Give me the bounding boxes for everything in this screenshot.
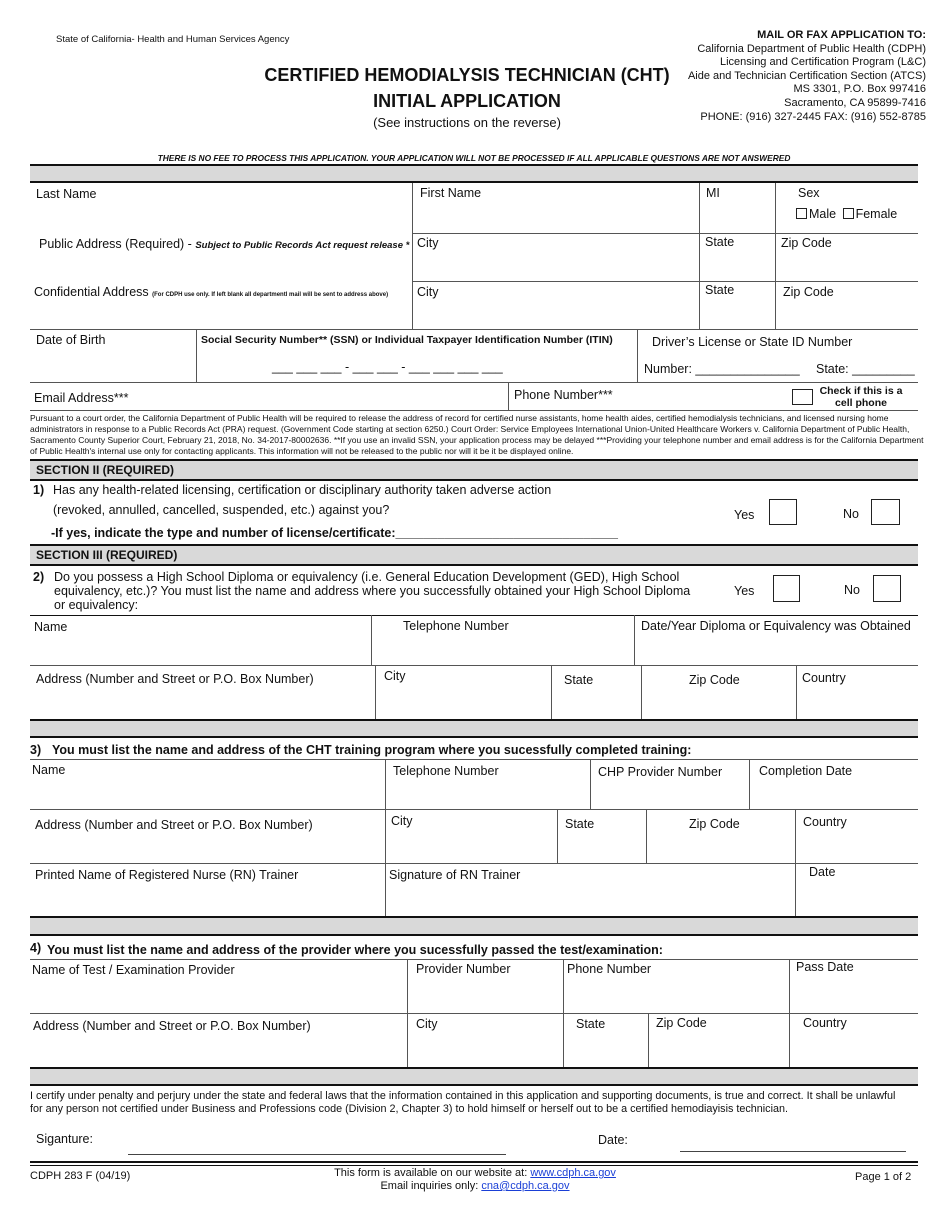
phone-label: Phone Number***	[514, 388, 613, 402]
divider	[551, 665, 552, 719]
divider	[646, 809, 647, 863]
sex-label: Sex	[798, 186, 820, 200]
rule	[30, 1161, 918, 1163]
email-text: Email inquiries only:	[380, 1180, 482, 1192]
confidential-state-label: State	[705, 283, 735, 297]
training-country-label: Country	[803, 815, 847, 829]
hs-date-obtained-label: Date/Year Diploma or Equivalency was Obtained	[641, 619, 911, 633]
divider	[385, 759, 386, 916]
divider	[412, 281, 918, 282]
section-ii-heading: SECTION II (REQUIRED)	[30, 459, 918, 481]
public-address-label	[39, 237, 409, 251]
q3-heading: You must list the name and address of the CHT training program where you sucessfully completed training:	[52, 743, 692, 757]
q1-followup: -If yes, indicate the type and number of license/certificate:________________________________	[51, 526, 618, 540]
q2-yes-box[interactable]	[773, 575, 800, 602]
hs-address-label: Address (Number and Street or P.O. Box Number)	[36, 672, 314, 686]
divider	[30, 759, 918, 760]
training-city-label: City	[391, 814, 413, 828]
divider	[749, 759, 750, 809]
cell-phone-checkbox[interactable]	[792, 389, 813, 405]
cell-phone-label: Check if this is a cell phone	[819, 385, 903, 409]
divider	[634, 615, 635, 665]
training-completion-label: Completion Date	[759, 764, 853, 778]
q4-number: 4)	[30, 941, 42, 955]
divider	[375, 665, 376, 719]
divider	[30, 615, 918, 616]
q1-line-2: (revoked, annulled, cancelled, suspended, etc.) against you?	[53, 503, 390, 517]
test-phone-label: Phone Number	[567, 962, 652, 976]
confidential-address-text: Confidential Address	[34, 285, 149, 299]
female-checkbox[interactable]	[843, 208, 854, 219]
gray-band	[30, 918, 918, 934]
ssn-label: Social Security Number** (SSN) or Individual Taxpayer Identification Number (ITIN)	[201, 334, 613, 346]
rule	[30, 181, 918, 183]
rn-trainer-signature-label: Signature of RN Trainer	[389, 868, 521, 882]
test-pass-date-label: Pass Date	[796, 960, 854, 974]
website-link[interactable]: www.cdph.ca.gov	[530, 1167, 616, 1179]
training-telephone-label: Telephone Number	[393, 764, 499, 778]
hs-telephone-label: Telephone Number	[403, 619, 509, 633]
q1-no-box[interactable]	[871, 499, 900, 525]
rule	[30, 1165, 918, 1166]
test-state-label: State	[576, 1017, 606, 1031]
mail-line-5: Sacramento, CA 95899-7416	[784, 96, 926, 109]
page-number: Page 1 of 2	[855, 1171, 912, 1183]
first-name-label: First Name	[420, 186, 482, 200]
rule	[30, 1084, 918, 1086]
divider	[641, 665, 642, 719]
public-state-label: State	[705, 235, 735, 249]
q3-number: 3)	[30, 743, 42, 757]
q2-number: 2)	[33, 570, 45, 584]
mi-label: MI	[706, 186, 720, 200]
website-text: This form is available on our website at:	[334, 1167, 531, 1179]
q1-yes-label: Yes	[734, 508, 755, 522]
divider	[30, 382, 918, 383]
dl-label: Driver’s License or State ID Number	[652, 335, 853, 349]
hs-zip-label: Zip Code	[689, 673, 740, 687]
signature-line[interactable]	[128, 1154, 506, 1155]
hs-state-label: State	[564, 673, 594, 687]
test-provider-number-label: Provider Number	[416, 962, 511, 976]
divider	[196, 329, 197, 382]
divider	[796, 665, 797, 719]
rule	[30, 934, 918, 936]
male-checkbox[interactable]	[796, 208, 807, 219]
sex-options	[796, 207, 897, 221]
test-city-label: City	[416, 1017, 438, 1031]
public-address-note: Subject to Public Records Act request release *	[195, 240, 410, 251]
form-title	[255, 62, 679, 114]
last-name-label: Last Name	[36, 187, 97, 201]
male-label: Male	[809, 207, 837, 221]
title-line-2: INITIAL APPLICATION	[373, 91, 561, 111]
training-zip-label: Zip Code	[689, 817, 740, 831]
female-label: Female	[855, 207, 898, 221]
divider	[412, 233, 918, 234]
public-address-text: Public Address (Required) -	[39, 237, 196, 251]
confidential-address-label	[34, 285, 388, 299]
q4-heading: You must list the name and address of the provider where you sucessfully passed the test/examination:	[47, 943, 663, 957]
dl-state-field[interactable]: State: _________	[816, 362, 915, 376]
divider	[30, 329, 918, 330]
test-provider-name-label: Name of Test / Examination Provider	[32, 963, 235, 977]
mail-line-2: Licensing and Certification Program (L&C)	[719, 56, 926, 69]
divider	[30, 809, 918, 810]
mail-line-4: MS 3301, P.O. Box 997416	[793, 83, 926, 96]
rule	[30, 736, 918, 738]
section-iii-heading: SECTION III (REQUIRED)	[30, 544, 918, 566]
q2-no-box[interactable]	[873, 575, 901, 602]
training-state-label: State	[565, 817, 595, 831]
q1-no-label: No	[843, 507, 859, 521]
confidential-city-label: City	[417, 285, 439, 299]
training-name-label: Name	[32, 763, 66, 777]
footer-contact	[300, 1167, 650, 1193]
signature-label: Siganture:	[36, 1132, 93, 1146]
training-address-label: Address (Number and Street or P.O. Box Number)	[35, 818, 313, 832]
divider	[30, 410, 918, 411]
form-subtitle: (See instructions on the reverse)	[373, 115, 561, 130]
gray-band	[30, 721, 918, 736]
gray-band	[30, 1069, 918, 1084]
dl-number-field[interactable]: Number: _______________	[644, 362, 800, 376]
divider	[590, 759, 591, 809]
date-line[interactable]	[680, 1151, 906, 1152]
q2-yes-label: Yes	[734, 584, 755, 598]
hs-city-label: City	[384, 669, 406, 683]
pra-disclosure: Pursuant to a court order, the California Department of Public Health will be required to release the address of record for certified nurse assistants, home health aides, certified hemodialysis technicians, and licensed nursing home administrators in response to a Public Records Act (PRA) request. (Government Code starting at section 6250.) Court Order: Service Employees International Union-United Healthcare Workers v. California Department of Public Health, Sacramento County Superior Court, February 21, 2018, No. 34-2017-80002636. **If you use an invalid SSN, your application process may be delayed ***Providing your telephone number and email address is for the California Department of Public Health's internal use only for contacting applicants. This information will not be released to the public nor will it be it be displayed online.	[30, 413, 924, 456]
divider	[557, 809, 558, 863]
hs-country-label: Country	[802, 671, 846, 685]
form-id: CDPH 283 F (04/19)	[30, 1170, 131, 1182]
confidential-zip-label: Zip Code	[783, 285, 834, 299]
public-city-label: City	[417, 236, 439, 250]
title-line-1: CERTIFIED HEMODIALYSIS TECHNICIAN (CHT)	[264, 65, 670, 85]
q1-yes-box[interactable]	[769, 499, 797, 525]
divider	[508, 382, 509, 410]
q1-number: 1)	[33, 483, 45, 497]
email-link[interactable]: cna@cdph.ca.gov	[481, 1180, 570, 1192]
divider	[30, 959, 918, 960]
divider	[371, 615, 372, 665]
test-zip-label: Zip Code	[656, 1016, 707, 1030]
gray-band	[30, 166, 918, 181]
ssn-blanks[interactable]: ___ ___ ___ - ___ ___ - ___ ___ ___ ___	[272, 360, 503, 374]
test-address-label: Address (Number and Street or P.O. Box Number)	[33, 1019, 311, 1033]
q2-line-2: equivalency, etc.)? You must list the name and address where you successfully obtained your High School Diploma	[54, 584, 691, 598]
divider	[699, 183, 700, 329]
mail-line-6: PHONE: (916) 327-2445 FAX: (916) 552-8785	[700, 110, 926, 123]
rn-trainer-name-label: Printed Name of Registered Nurse (RN) Trainer	[35, 868, 299, 882]
date-label: Date:	[598, 1133, 628, 1147]
agency-name: State of California- Health and Human Services Agency	[56, 34, 290, 45]
mail-line-1: California Department of Public Health (CDPH)	[697, 42, 926, 55]
divider	[30, 1013, 918, 1014]
divider	[30, 665, 918, 666]
mail-heading: MAIL OR FAX APPLICATION TO:	[757, 29, 926, 41]
confidential-address-note: (For CDPH use only. If left blank all departmentl mail will be sent to address above)	[152, 292, 389, 298]
divider	[30, 863, 918, 864]
q2-line-1: Do you possess a High School Diploma or equivalency (i.e. General Education Development (GED), High School	[54, 570, 680, 584]
fee-notice: THERE IS NO FEE TO PROCESS THIS APPLICATION. YOUR APPLICATION WILL NOT BE PROCESSED IF ALL APPLICABLE QUESTIONS ARE NOT ANSWERED	[157, 153, 791, 163]
divider	[775, 183, 776, 329]
q1-line-1: Has any health-related licensing, certification or disciplinary authority taken adverse action	[53, 483, 552, 497]
training-chp-label: CHP Provider Number	[598, 765, 723, 779]
dob-label: Date of Birth	[36, 333, 106, 347]
mail-address-block	[688, 29, 926, 124]
q2-line-3: or equivalency:	[54, 598, 139, 612]
q2-no-label: No	[844, 583, 860, 597]
email-label: Email Address***	[34, 391, 129, 405]
hs-name-label: Name	[34, 620, 68, 634]
divider	[637, 329, 638, 382]
certification-statement: I certify under penalty and perjury under the state and federal laws that the information contained in this application and supporting documents, is true and correct. It shall be unlawful for any person not certified under Business and Professions code (Division 2, Chapter 3) to hold himself or herself out to be a certified hemodiayisis technician.	[30, 1090, 896, 1115]
test-country-label: Country	[803, 1016, 847, 1030]
public-zip-label: Zip Code	[781, 236, 832, 250]
divider	[648, 1013, 649, 1067]
rn-trainer-date-label: Date	[809, 865, 836, 879]
divider	[412, 183, 413, 329]
mail-line-3: Aide and Technician Certification Section (ATCS)	[687, 69, 926, 82]
